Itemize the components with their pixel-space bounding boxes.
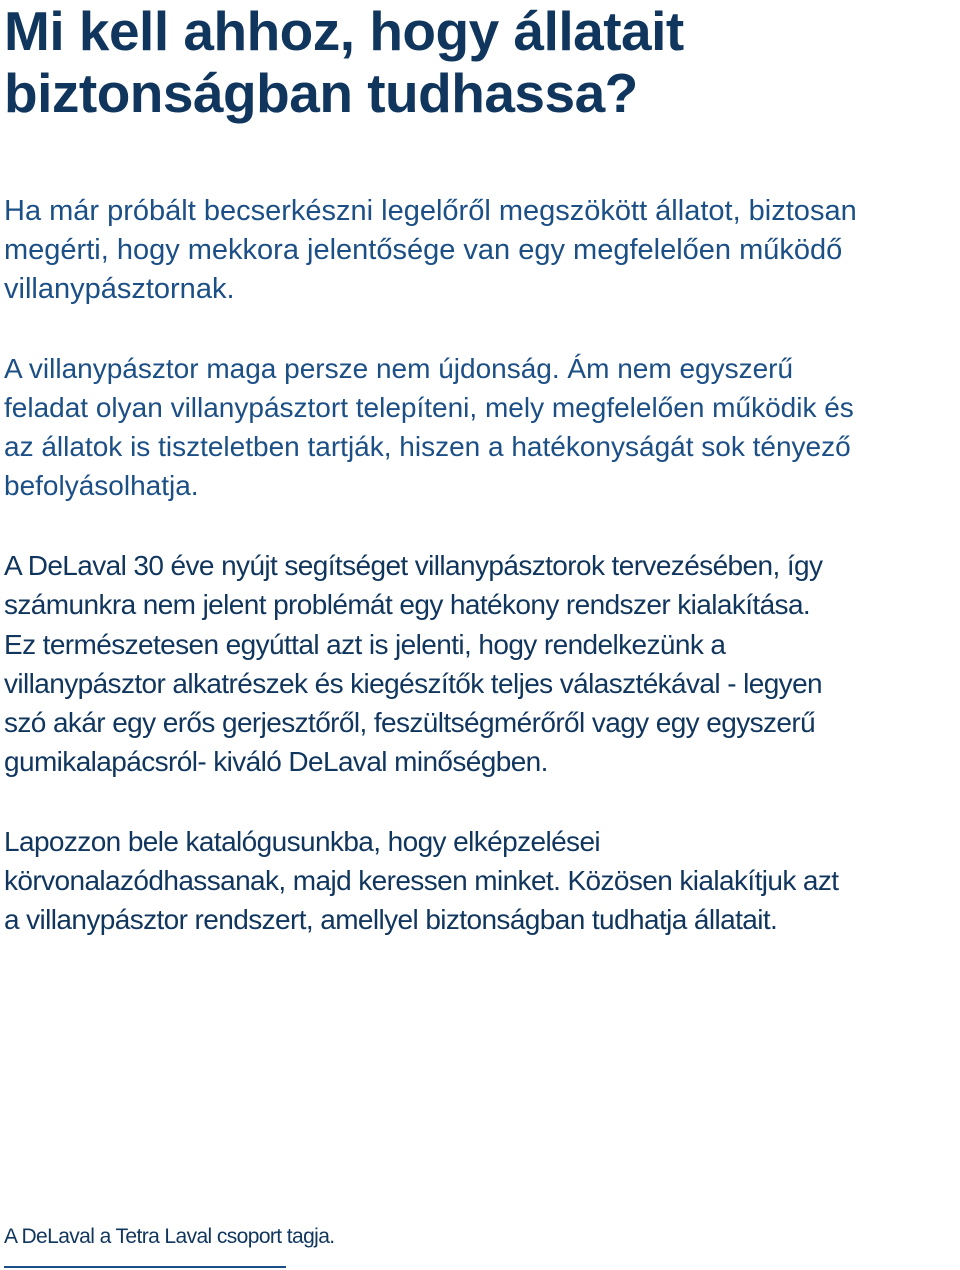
text-line: A DeLaval 30 éve nyújt segítséget villanypásztorok tervezésében, így: [4, 550, 823, 581]
page-title: [4, 0, 954, 124]
footer-note: A DeLaval a Tetra Laval csoport tagja.: [4, 1225, 335, 1248]
text-line: feladat olyan villanypásztort telepíteni, mely megfelelően működik és: [4, 392, 854, 423]
text-line: Lapozzon bele katalógusunkba, hogy elképzelései: [4, 826, 601, 857]
intro-paragraph: [4, 192, 954, 309]
text-line: villanypásztor alkatrészek és kiegészítők teljes választékával - legyen: [4, 667, 823, 699]
text-line: Ez természetesen egyúttal azt is jelenti, hogy rendelkezünk a: [4, 628, 726, 660]
text-line: számunkra nem jelent problémát egy hatékony rendszer kialakítása.: [4, 589, 811, 621]
text-line: az állatok is tiszteletben tartják, hiszen a hatékonyságát sok tényező: [4, 431, 851, 462]
text-line: körvonalazódhassanak, majd keressen minket. Közösen kialakítjuk azt: [4, 865, 839, 896]
text-line: a villanypásztor rendszert, amellyel biztonságban tudhatja állatait.: [4, 904, 778, 935]
title-line: biztonságban tudhassa?: [4, 62, 638, 124]
delaval-paragraph: [4, 546, 960, 782]
title-line: Mi kell ahhoz, hogy állatait: [4, 0, 684, 62]
text-line: A villanypásztor maga persze nem újdonság. Ám nem egyszerű: [4, 353, 794, 384]
text-line: gumikalapácsról- kiváló DeLaval minőségben.: [4, 746, 548, 778]
call-to-action-paragraph: [4, 822, 960, 939]
text-line: megérti, hogy mekkora jelentősége van egy megfelelően működő: [4, 234, 843, 266]
text-line: befolyásolhatja.: [4, 470, 199, 501]
text-line: szó akár egy erős gerjesztőről, feszültségmérőről vagy egy egyszerű: [4, 707, 816, 739]
challenge-paragraph: [4, 349, 954, 505]
footer-divider: [4, 1266, 286, 1268]
text-line: Ha már próbált becserkészni legelőről megszökött állatot, biztosan: [4, 195, 857, 227]
text-line: villanypásztornak.: [4, 273, 235, 305]
